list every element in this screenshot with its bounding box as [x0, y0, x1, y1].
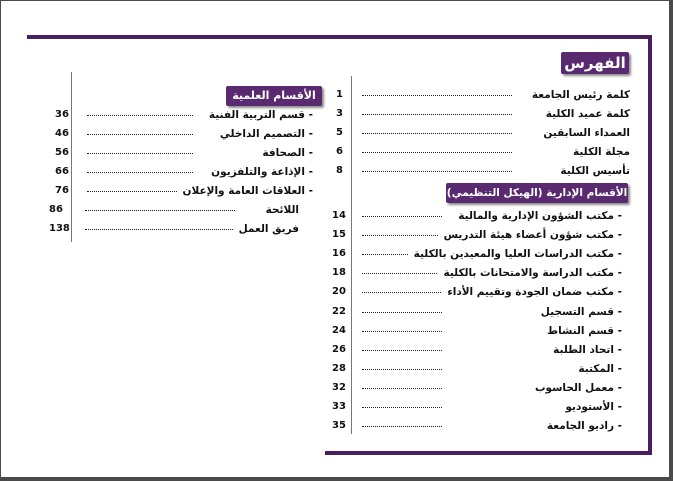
entry-label: - راديو الجامعة	[546, 420, 622, 432]
page-number: 138	[49, 223, 70, 234]
entry-label: كلمة عميد الكلية	[545, 108, 630, 120]
page-number: 3	[336, 108, 343, 119]
administrative-index-entry	[332, 227, 622, 243]
dot-leader	[362, 292, 441, 293]
dot-leader	[362, 369, 442, 370]
dot-leader	[362, 331, 442, 332]
scientific-index-entry	[55, 183, 313, 199]
dot-leader	[87, 115, 193, 116]
dot-leader	[87, 134, 193, 135]
entry-label: تأسيس الكلية	[560, 165, 630, 177]
right-index-entry	[336, 106, 630, 122]
administrative-index-entry	[332, 418, 622, 434]
dot-leader	[362, 216, 442, 217]
entry-label: - الأستوديو	[565, 401, 622, 413]
dot-leader	[362, 114, 512, 115]
entry-label: مجلة الكلية	[573, 146, 630, 158]
dot-leader	[362, 133, 512, 134]
page-number: 32	[332, 382, 346, 393]
page-number: 36	[55, 109, 69, 120]
page-number: 86	[49, 204, 63, 215]
administrative-index-entry	[332, 246, 622, 262]
dot-leader	[87, 191, 177, 192]
entry-label: - مكتب ضمان الجودة وتقييم الأداء	[447, 286, 622, 298]
scientific-index-entry	[55, 164, 313, 180]
entry-label: فريق العمل	[238, 223, 299, 235]
entry-label: - مكتب الدراسات العليا والمعيدين بالكلية	[413, 248, 622, 260]
right-index-entry	[336, 163, 630, 179]
right-index-entry	[336, 144, 630, 160]
dot-leader	[362, 426, 442, 427]
index-title: الفهرس	[561, 52, 629, 74]
administrative-sections-title: الأقسام الإدارية (الهيكل التنظيمي)	[446, 183, 628, 203]
page-number: 22	[332, 306, 346, 317]
page-number: 18	[332, 267, 346, 278]
page-number: 8	[336, 165, 343, 176]
page-number: 33	[332, 401, 346, 412]
dot-leader	[362, 235, 438, 236]
right-index-entry	[336, 125, 630, 141]
frame-top-bar	[27, 35, 651, 39]
page-number: 14	[332, 210, 346, 221]
entry-label: - قسم التربية الفنية	[208, 109, 313, 121]
dot-leader	[362, 350, 442, 351]
page-number: 5	[336, 127, 343, 138]
entry-label: - التصميم الداخلي	[219, 128, 313, 140]
dot-leader	[362, 254, 408, 255]
administrative-index-entry	[332, 208, 622, 224]
dot-leader	[362, 407, 442, 408]
dot-leader	[87, 153, 193, 154]
dot-leader	[87, 172, 193, 173]
administrative-index-entry	[332, 361, 622, 377]
right-index-entry	[336, 87, 630, 103]
scientific-index-entry	[55, 107, 313, 123]
page-number: 16	[332, 248, 346, 259]
administrative-index-entry	[332, 342, 622, 358]
entry-label: - مكتب الدراسة والامتحانات بالكلية	[443, 267, 622, 279]
scientific-departments-title: الأقسام العلمية	[226, 86, 322, 106]
administrative-index-entry	[332, 323, 622, 339]
left-extra-index-entry	[49, 221, 299, 237]
page-number: 26	[332, 344, 346, 355]
administrative-index-entry	[332, 265, 622, 281]
page-number: 66	[55, 166, 69, 177]
dot-leader	[362, 152, 512, 153]
page-number: 1	[336, 89, 343, 100]
dot-leader	[85, 229, 233, 230]
entry-label: - معمل الحاسوب	[534, 382, 622, 394]
entry-label: - قسم النشاط	[547, 325, 622, 337]
dot-leader	[362, 95, 512, 96]
dot-leader	[85, 210, 235, 211]
administrative-index-entry	[332, 380, 622, 396]
scientific-index-entry	[55, 145, 313, 161]
entry-label: العمداء السابقين	[543, 127, 630, 139]
page-number: 56	[55, 147, 69, 158]
administrative-index-entry	[332, 304, 622, 320]
page-number: 35	[332, 420, 346, 431]
page-number: 46	[55, 128, 69, 139]
dot-leader	[362, 388, 442, 389]
entry-label: - العلاقات العامة والإعلان	[182, 185, 313, 197]
administrative-index-entry	[332, 399, 622, 415]
scientific-index-entry	[55, 126, 313, 142]
page-number: 24	[332, 325, 346, 336]
page-number: 28	[332, 363, 346, 374]
dot-leader	[362, 273, 437, 274]
dot-leader	[362, 171, 512, 172]
entry-label: اللائحة	[265, 204, 299, 216]
dot-leader	[362, 312, 442, 313]
left-extra-index-entry	[49, 202, 299, 218]
page-number: 20	[332, 286, 346, 297]
entry-label: - الإذاعة والتلفزيون	[211, 166, 313, 178]
page-number: 6	[336, 146, 343, 157]
administrative-index-entry	[332, 284, 622, 300]
entry-label: - المكتبة	[578, 363, 622, 375]
page-number: 15	[332, 229, 346, 240]
entry-label: كلمة رئيس الجامعة	[531, 89, 630, 101]
entry-label: - قسم التسجيل	[540, 306, 622, 318]
entry-label: - اتحاد الطلبة	[553, 344, 622, 356]
entry-label: - الصحافة	[262, 147, 313, 159]
entry-label: - مكتب شؤون أعضاء هيئة التدريس	[443, 229, 622, 241]
frame-right-bar	[648, 35, 652, 454]
page-number: 76	[55, 185, 69, 196]
entry-label: - مكتب الشؤون الإدارية والمالية	[458, 210, 622, 222]
frame-bottom-bar	[325, 451, 652, 455]
